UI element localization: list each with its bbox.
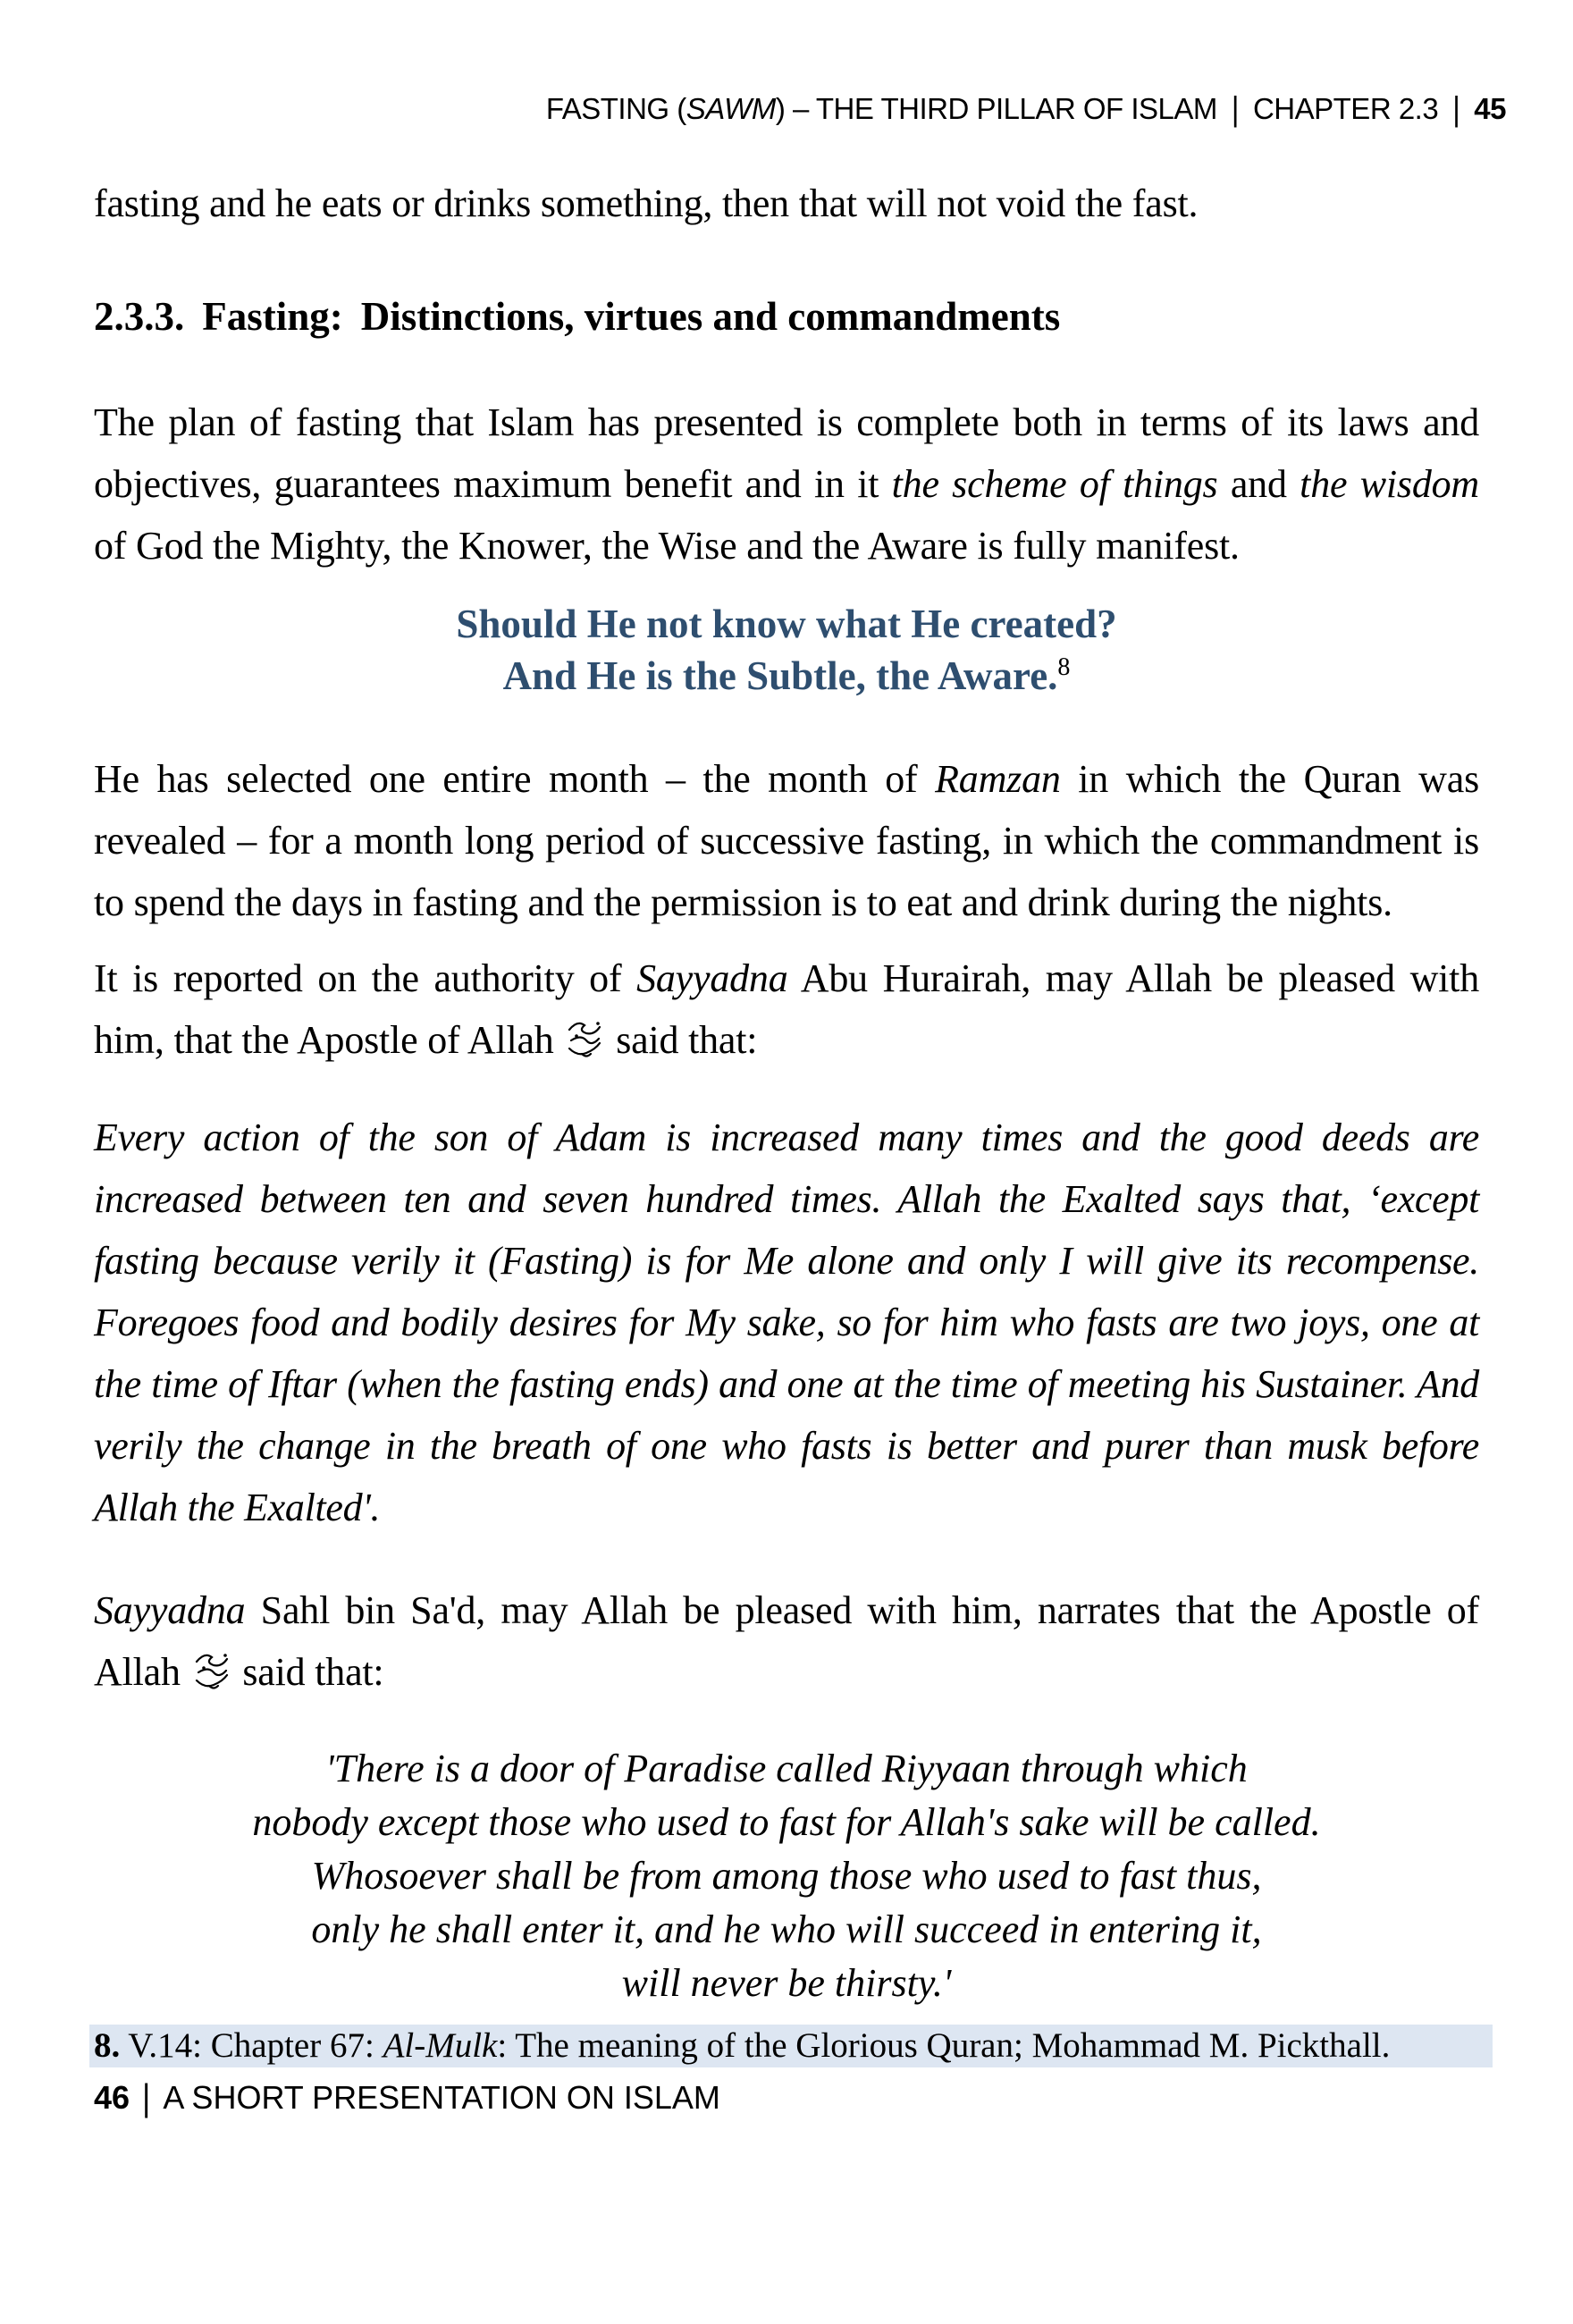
hurairah-text: It is reported on the authority of bbox=[94, 956, 637, 1000]
sahl-text: said that: bbox=[232, 1650, 384, 1694]
pbuh-calligraphy-icon bbox=[565, 1017, 604, 1062]
ramzan-text: in which the Quran was revealed – for a month long period of successive fasting, in which the commandment is to spend the days in fasting and the permission is to eat and drink during the nights. bbox=[94, 757, 1479, 924]
footnote-number: 8. bbox=[94, 2026, 121, 2065]
section-title-lead: Fasting: bbox=[202, 294, 343, 339]
plan-paragraph bbox=[94, 392, 1479, 577]
carryover-sentence: fasting and he eats or drinks something, then that will not void the fast. bbox=[94, 181, 1199, 225]
quran-verse-quote bbox=[94, 598, 1479, 702]
footer-book-title: A SHORT PRESENTATION ON ISLAM bbox=[163, 2079, 720, 2116]
footer-separator: | bbox=[142, 2076, 151, 2118]
pbuh-symbol bbox=[231, 1649, 232, 1650]
plan-text: of God the Mighty, the Knower, the Wise and the Aware is fully manifest. bbox=[94, 524, 1240, 568]
riyyaan-line: nobody except those who used to fast for Allah's sake will be called. bbox=[252, 1800, 1321, 1844]
ramzan-text: He has selected one entire month – the month of bbox=[94, 757, 936, 801]
ramzan-paragraph bbox=[94, 748, 1479, 933]
plan-text: and bbox=[1217, 462, 1300, 506]
footnote-text: V.14: Chapter 67: bbox=[120, 2026, 383, 2065]
hurairah-text: Abu Hurairah, may Allah be pleased with him, that the Apostle of Allah bbox=[94, 956, 1479, 1062]
riyyaan-hadith-quote bbox=[94, 1742, 1479, 2010]
header-title-prefix: FASTING ( bbox=[545, 92, 686, 125]
plan-text: The plan of fasting that Islam has presented is complete both in terms of its laws and objectives, guarantees maximum benefit and in it bbox=[94, 400, 1479, 506]
plan-italic-scheme: the scheme of things bbox=[891, 462, 1218, 506]
footnote-highlight bbox=[89, 2025, 1493, 2067]
hurairah-paragraph bbox=[94, 947, 1479, 1071]
footer-page-number: 46 bbox=[94, 2079, 130, 2116]
riyyaan-line: will never be thirsty.' bbox=[621, 1961, 952, 2005]
quran-verse-line2-wrap bbox=[94, 650, 1479, 702]
header-page-number: 45 bbox=[1474, 92, 1506, 125]
quran-verse-line1: Should He not know what He created? bbox=[456, 602, 1117, 646]
header-title-suffix: ) – THE THIRD PILLAR OF ISLAM bbox=[775, 92, 1217, 125]
header-chapter-label: CHAPTER 2.3 bbox=[1252, 92, 1439, 125]
section-title-rest: Distinctions, virtues and commandments bbox=[360, 294, 1061, 339]
riyyaan-line: only he shall enter it, and he who will succeed in entering it, bbox=[311, 1907, 1262, 1951]
footnote-almulk-italic: Al-Mulk bbox=[383, 2026, 498, 2065]
footnote-ref-superscript: 8 bbox=[1057, 653, 1071, 681]
riyyaan-line: 'There is a door of Paradise called Riyyaan through which bbox=[325, 1747, 1248, 1790]
section-heading bbox=[94, 291, 1479, 341]
pbuh-calligraphy-icon bbox=[192, 1649, 231, 1694]
header-separator: | bbox=[1452, 89, 1460, 128]
footnote-text: : The meaning of the Glorious Quran; Mohammad M. Pickthall. bbox=[497, 2026, 1391, 2065]
section-number: 2.3.3. bbox=[94, 294, 185, 339]
ramzan-italic: Ramzan bbox=[935, 757, 1061, 801]
running-header bbox=[94, 91, 1506, 127]
riyyaan-line: Whosoever shall be from among those who used to fast thus, bbox=[311, 1854, 1262, 1898]
plan-italic-wisdom: the wisdom bbox=[1300, 462, 1479, 506]
sayyadna-italic: Sayyadna bbox=[94, 1588, 246, 1632]
sayyadna-italic: Sayyadna bbox=[636, 956, 788, 1000]
header-title-sawm: SAWM bbox=[686, 92, 776, 125]
running-footer bbox=[94, 2076, 1479, 2119]
hadith-reward-quote: Every action of the son of Adam is increased many times and the good deeds are increased between ten and seven hundred times. Allah the Exalted says that, ‘except fasting because verily it (Fasting) is for Me alone and only I will give its recompense. Foregoes food and bodily desires for My sake, so for him who fasts are two joys, one at the time of Iftar (when the fasting ends) and one at the time of meeting his Sustainer. And verily the change in the breath of one who fasts is better and purer than musk before Allah the Exalted'. bbox=[94, 1116, 1479, 1529]
sahl-text: Sahl bin Sa'd, may Allah be pleased with him, narrates that the Apostle of Allah bbox=[94, 1588, 1479, 1694]
sahl-paragraph bbox=[94, 1579, 1479, 1703]
header-separator: | bbox=[1231, 89, 1239, 128]
quran-verse-line2: And He is the Subtle, the Aware. bbox=[502, 653, 1058, 698]
hurairah-text: said that: bbox=[606, 1018, 758, 1062]
